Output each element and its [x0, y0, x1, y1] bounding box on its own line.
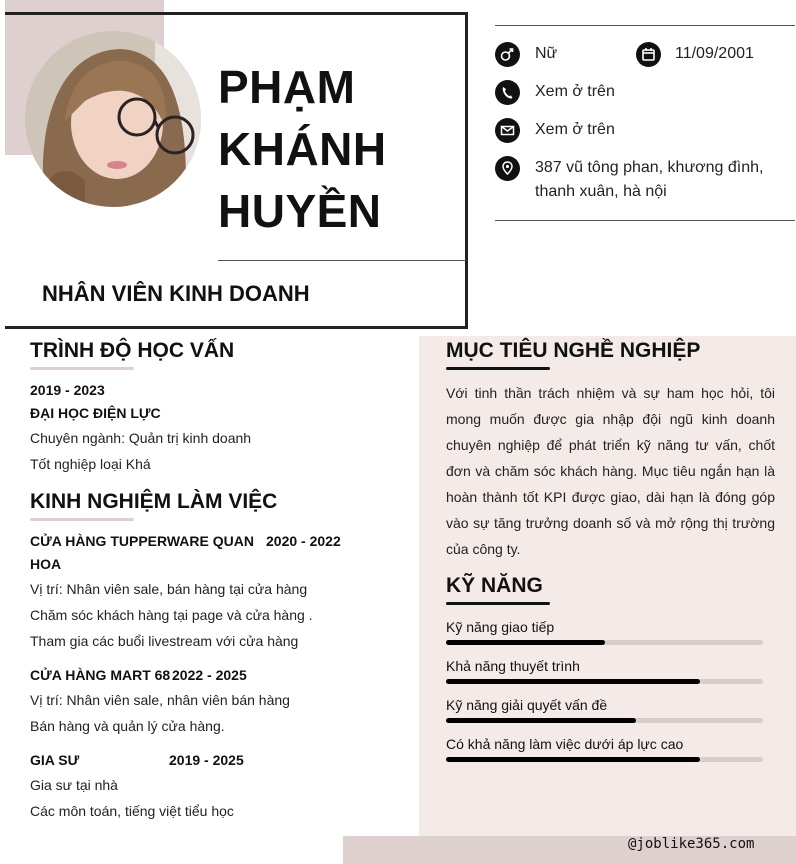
- calendar-icon: [636, 42, 661, 67]
- job-1-detail: Tham gia các buổi livestream với cửa hàng: [30, 633, 299, 649]
- name-divider: [218, 260, 466, 261]
- job-3-company: GIA SƯ: [30, 752, 80, 768]
- phone-value: Xem ở trên: [535, 83, 615, 100]
- mail-icon: [495, 118, 520, 143]
- objective-title: MỤC TIÊU NGHỀ NGHIỆP: [446, 339, 701, 362]
- education-underline: [30, 367, 134, 370]
- experience-title: KINH NGHIỆM LÀM VIỆC: [30, 490, 278, 513]
- job-3-period: 2019 - 2025: [169, 752, 244, 768]
- phone-icon: [495, 80, 520, 105]
- skill-label: Kỹ năng giao tiếp: [446, 619, 555, 635]
- contact-divider-bottom: [495, 220, 795, 221]
- address-line-2: thanh xuân, hà nội: [535, 183, 667, 200]
- education-school: ĐẠI HỌC ĐIỆN LỰC: [30, 405, 161, 421]
- location-icon: [495, 156, 520, 181]
- education-period: 2019 - 2023: [30, 382, 105, 398]
- footer-watermark: @joblike365.com: [628, 836, 755, 852]
- skill-bar: [446, 718, 763, 723]
- gender-value: Nữ: [535, 45, 558, 62]
- avatar-photo-icon: [25, 31, 201, 207]
- name-line-1: PHẠM: [218, 61, 356, 113]
- job-1-detail: Chăm sóc khách hàng tại page và cửa hàng .: [30, 607, 313, 623]
- skill-bar: [446, 679, 763, 684]
- job-2-detail: Bán hàng và quản lý cửa hàng.: [30, 718, 225, 734]
- gender-icon: [495, 42, 520, 67]
- objective-underline: [446, 367, 550, 370]
- email-value: Xem ở trên: [535, 121, 615, 138]
- job-title: NHÂN VIÊN KINH DOANH: [42, 281, 310, 306]
- name-line-2: KHÁNH: [218, 123, 387, 175]
- contact-divider-top: [495, 25, 795, 26]
- job-2-detail: Vị trí: Nhân viên sale, nhân viên bán hàng: [30, 692, 290, 708]
- education-grade: Tốt nghiệp loại Khá: [30, 456, 151, 472]
- job-1-period: 2020 - 2022: [266, 533, 341, 549]
- experience-underline: [30, 518, 134, 521]
- address-line-1: 387 vũ tông phan, khương đình,: [535, 159, 764, 176]
- objective-text: Với tinh thần trách nhiệm và sự ham học hỏi, tôi mong muốn được gia nhập đội ngũ kinh doanh chuyên nghiệp để phát triển kỹ năng tư vấn, chốt đơn và chăm sóc khách hàng. Mục tiêu ngắn hạn là hoàn thành tốt KPI được giao, dài hạn là đóng góp vào sự tăng trưởng doanh số và mở rộng thị trường của công ty.: [446, 385, 775, 557]
- skill-bar-fill: [446, 757, 700, 762]
- birthdate-value: 11/09/2001: [675, 45, 754, 62]
- skill-bar: [446, 757, 763, 762]
- education-major: Chuyên ngành: Quản trị kinh doanh: [30, 430, 252, 446]
- job-3-detail: Gia sư tại nhà: [30, 777, 118, 793]
- job-2-company: CỬA HÀNG MART 68: [30, 667, 171, 683]
- skill-bar-fill: [446, 718, 636, 723]
- job-1-company: CỬA HÀNG TUPPERWARE QUAN: [30, 533, 254, 549]
- skill-bar-fill: [446, 679, 700, 684]
- skills-title: KỸ NĂNG: [446, 574, 543, 597]
- skills-underline: [446, 602, 550, 605]
- name-line-3: HUYỀN: [218, 185, 382, 237]
- candidate-name: [218, 56, 458, 242]
- skill-bar-fill: [446, 640, 605, 645]
- job-1-detail: Vị trí: Nhân viên sale, bán hàng tại cửa hàng: [30, 581, 308, 597]
- job-2-period: 2022 - 2025: [172, 667, 247, 683]
- avatar: [25, 31, 201, 207]
- job-3-detail: Các môn toán, tiếng việt tiểu học: [30, 803, 234, 819]
- skill-bar: [446, 640, 763, 645]
- skill-label: Kỹ năng giải quyết vấn đề: [446, 697, 608, 713]
- education-title: TRÌNH ĐỘ HỌC VẤN: [30, 339, 235, 362]
- job-1-company-cont: HOA: [30, 556, 62, 572]
- skill-label: Khả năng thuyết trình: [446, 658, 580, 674]
- skill-label: Có khả năng làm việc dưới áp lực cao: [446, 736, 684, 752]
